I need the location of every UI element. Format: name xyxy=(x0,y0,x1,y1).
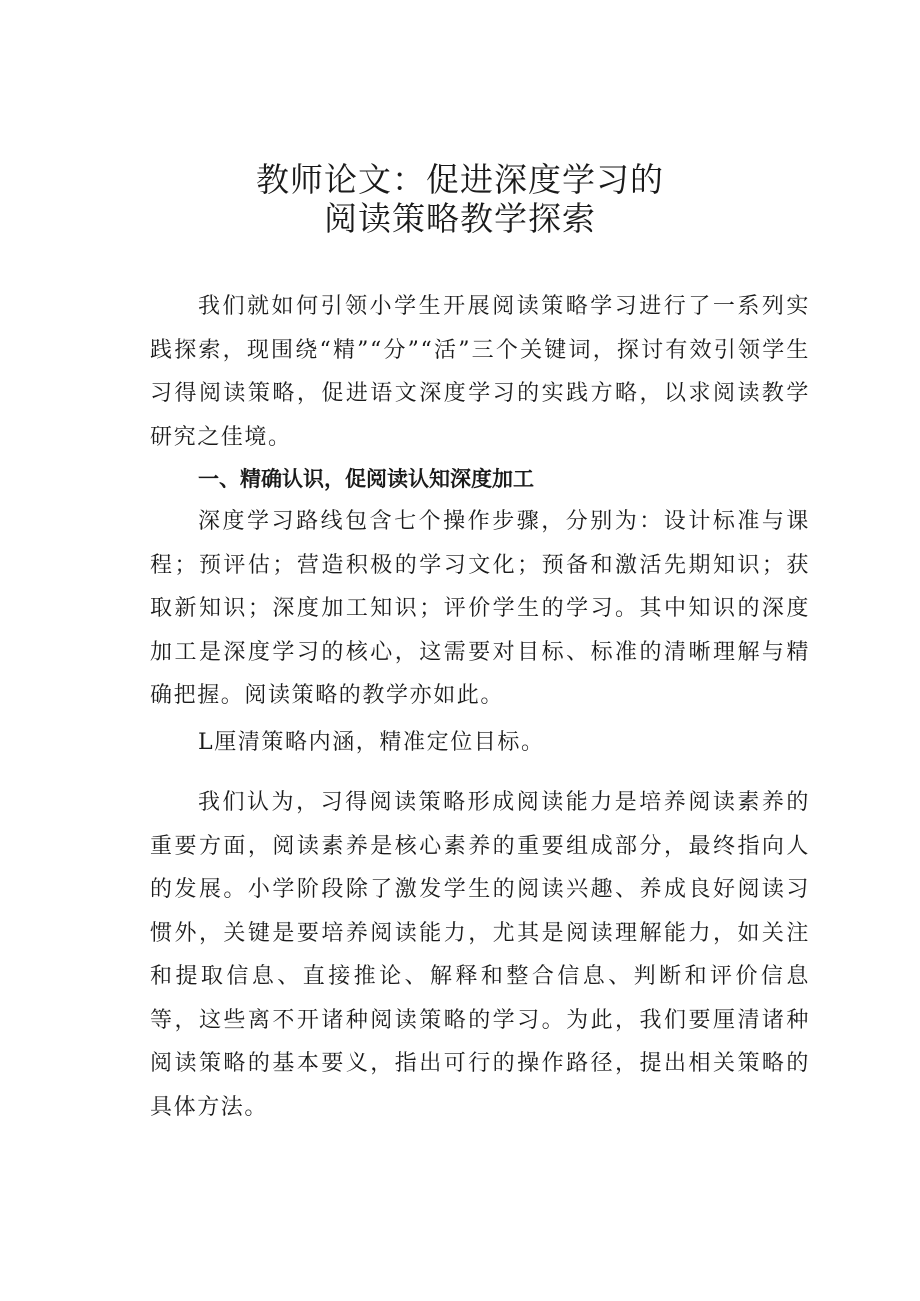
document-title-line-2: 阅读策略教学探索 xyxy=(324,199,596,238)
subsection-1-paragraph: 我们认为，习得阅读策略形成阅读能力是培养阅读素养的重要方面，阅读素养是核心素养的重要组成部分，最终指向人的发展。小学阶段除了激发学生的阅读兴趣、养成良好阅读习惯外，关键是要培养阅读能力，尤其是阅读理解能力，如关注和提取信息、直接推论、解释和整合信息、判断和评价信息等，这些离不开诸种阅读策略的学习。为此，我们要厘清诸种阅读策略的基本要义，指出可行的操作路径，提出相关策略的具体方法。 xyxy=(150,790,810,1120)
intro-paragraph: 我们就如何引领小学生开展阅读策略学习进行了一系列实践探索，现围绕“精”“分”“活”三个关键词，探讨有效引领学生习得阅读策略，促进语文深度学习的实践方略，以求阅读教学研究之佳境。 xyxy=(150,294,810,450)
subsection-1-heading: L厘清策略内涵，精准定位目标。 xyxy=(198,730,545,755)
section-1-paragraph: 深度学习路线包含七个操作步骤，分别为：设计标准与课程；预评估；营造积极的学习文化；预备和激活先期知识；获取新知识；深度加工知识；评价学生的学习。其中知识的深度加工是深度学习的核心，这需要对目标、标准的清晰理解与精确把握。阅读策略的教学亦如此。 xyxy=(150,509,810,708)
section-1-heading: 一、精确认识，促阅读认知深度加工 xyxy=(198,467,534,491)
document-title-line-1: 教师论文：促进深度学习的 xyxy=(256,160,664,199)
